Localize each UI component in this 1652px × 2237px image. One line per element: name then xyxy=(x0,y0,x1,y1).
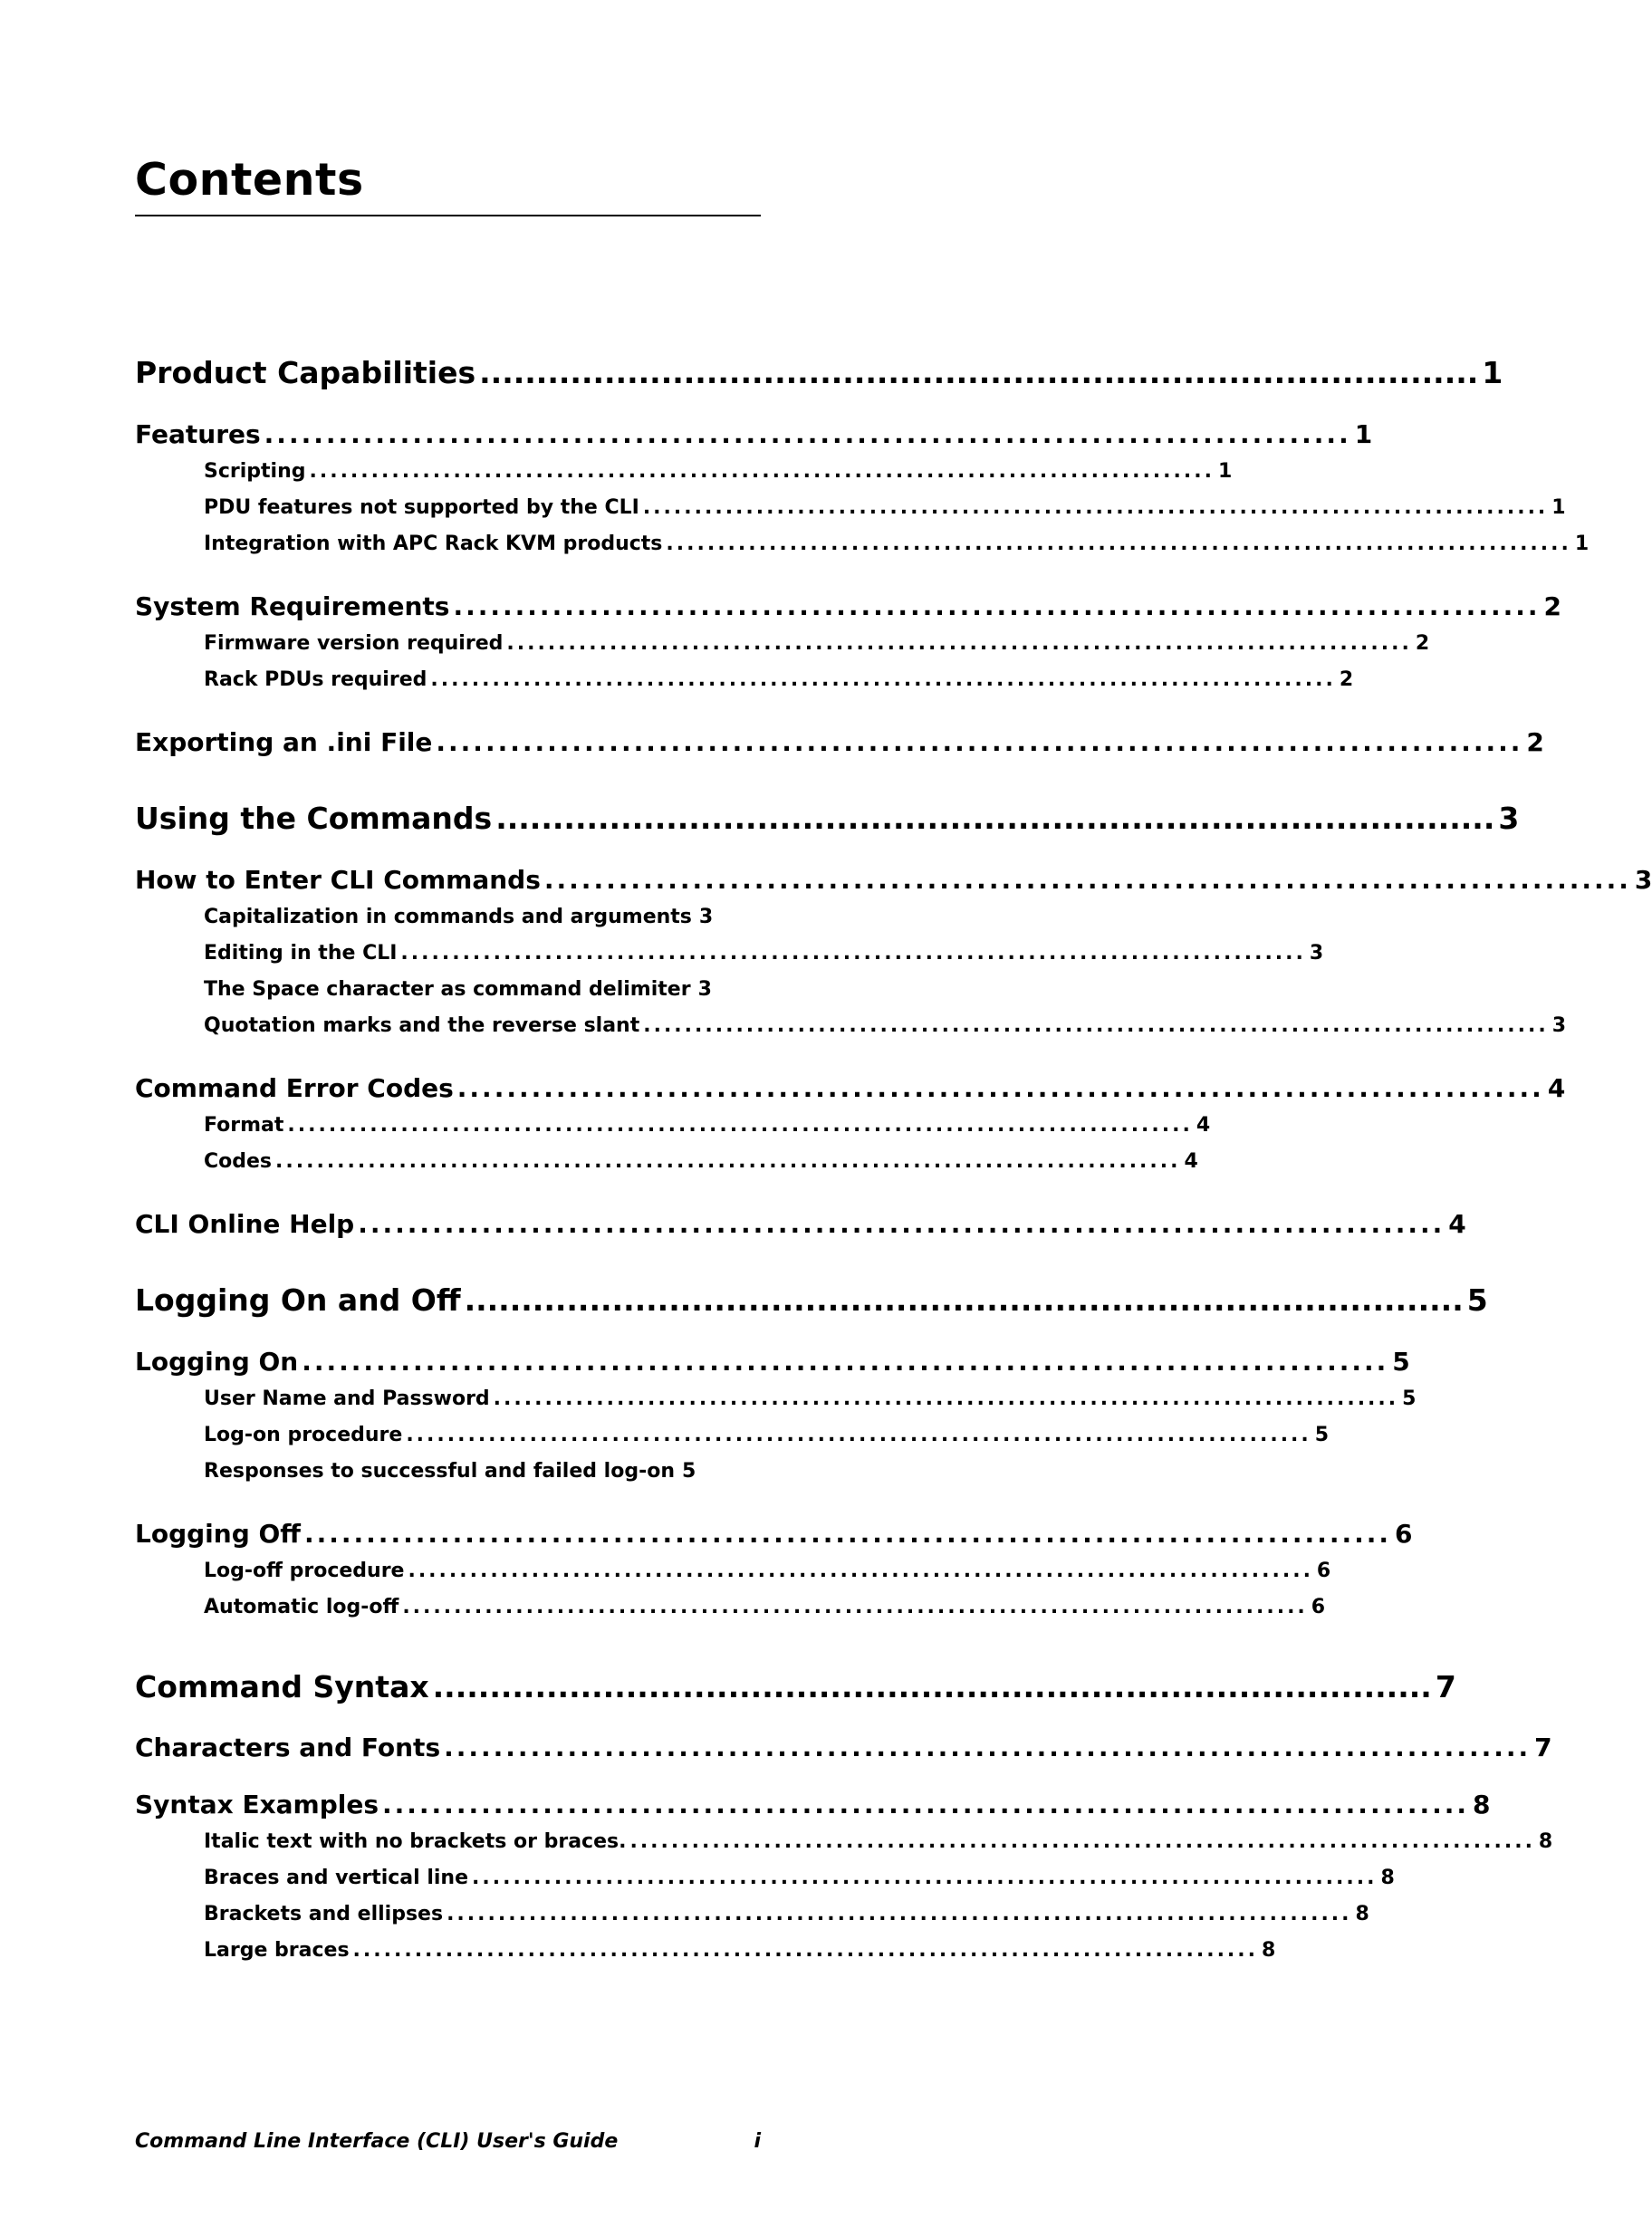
dot-leader: ........................................................................................ xyxy=(309,460,1215,483)
dot-leader: ........................................................................................ xyxy=(456,1073,1544,1103)
dot-leader: ........................................................................................ xyxy=(479,355,1479,390)
toc-page-number: 5 xyxy=(1402,1387,1417,1410)
toc-label: The Space character as command delimiter xyxy=(204,978,691,1001)
toc-subsection-italic-text[interactable] xyxy=(204,1830,1553,1853)
toc-page-number: 7 xyxy=(1534,1733,1552,1762)
footer-page-number: i xyxy=(754,2130,761,2153)
toc-label: Brackets and ellipses xyxy=(204,1903,444,1925)
toc-page-number: 4 xyxy=(1547,1073,1566,1103)
toc-page-number: 1 xyxy=(1354,419,1373,449)
footer-title: Command Line Interface (CLI) User's Guide xyxy=(135,2130,619,2153)
toc-subsection-brackets-ellipses[interactable] xyxy=(204,1903,1369,1925)
dot-leader: ........................................................................................ xyxy=(642,496,1549,519)
toc-label: CLI Online Help xyxy=(135,1209,355,1239)
toc-page-number: 3 xyxy=(1551,1014,1566,1037)
toc-label: Using the Commands xyxy=(135,801,493,836)
toc-page-number: 1 xyxy=(1217,460,1233,483)
toc-subsection-automatic-log-off[interactable] xyxy=(204,1596,1326,1618)
toc-subsection-user-name-password[interactable] xyxy=(204,1387,1417,1410)
toc-label: Command Syntax xyxy=(135,1669,429,1704)
toc-page-number: 5 xyxy=(1314,1424,1330,1446)
toc-section-system-requirements[interactable] xyxy=(135,591,1561,621)
toc-page-number: 2 xyxy=(1415,632,1430,655)
dot-leader: ........................................................................................ xyxy=(430,668,1336,691)
toc-chapter-command-syntax[interactable] xyxy=(135,1669,1456,1704)
toc-page-number: 5 xyxy=(1466,1282,1488,1318)
dot-leader: ........................................................................................ xyxy=(444,1733,1532,1762)
toc-page-number: 6 xyxy=(1395,1519,1413,1549)
toc-subsection-editing[interactable] xyxy=(204,942,1324,965)
toc-page-number: 7 xyxy=(1435,1669,1456,1704)
toc-page-number: 3 xyxy=(697,978,712,1001)
toc-page-number: 5 xyxy=(681,1460,696,1483)
toc-label: Features xyxy=(135,419,261,449)
toc-label: Scripting xyxy=(204,460,306,483)
toc-section-exporting-ini[interactable] xyxy=(135,727,1544,757)
toc-subsection-rack-pdus[interactable] xyxy=(204,668,1354,691)
toc-page-number: 4 xyxy=(1184,1150,1198,1173)
toc-label: How to Enter CLI Commands xyxy=(135,865,541,895)
toc-section-characters-fonts[interactable] xyxy=(135,1733,1552,1762)
dot-leader: ........................................................................................ xyxy=(402,1596,1308,1618)
dot-leader: ........................................................................................ xyxy=(275,1150,1181,1173)
toc-section-syntax-examples[interactable] xyxy=(135,1790,1491,1819)
toc-page-number: 3 xyxy=(1634,865,1652,895)
toc-subsection-log-on-procedure[interactable] xyxy=(204,1424,1330,1446)
toc-label: Logging Off xyxy=(135,1519,301,1549)
toc-subsection-firmware-version[interactable] xyxy=(204,632,1430,655)
dot-leader: ........................................................................................ xyxy=(408,1560,1313,1582)
dot-leader: ........................................................................................ xyxy=(629,1830,1535,1853)
toc-page-number: 3 xyxy=(698,906,714,928)
title-rule xyxy=(135,215,761,216)
dot-leader: ........................................................................................ xyxy=(506,632,1412,655)
toc-label: Codes xyxy=(204,1150,273,1173)
dot-leader: ........................................................................................ xyxy=(472,1867,1378,1889)
dot-leader: ........................................................................................ xyxy=(666,533,1571,555)
dot-leader: ........................................................................................ xyxy=(352,1939,1258,1962)
toc-page-number: 8 xyxy=(1538,1830,1553,1853)
toc-subsection-codes[interactable] xyxy=(204,1150,1198,1173)
toc-chapter-product-capabilities[interactable] xyxy=(135,355,1503,390)
dot-leader: ........................................................................................ xyxy=(302,1347,1389,1377)
toc-page-number: 1 xyxy=(1574,533,1590,555)
toc-subsection-log-off-procedure[interactable] xyxy=(204,1560,1331,1582)
toc-page-number: 1 xyxy=(1482,355,1503,390)
toc-label: User Name and Password xyxy=(204,1387,490,1410)
toc-page-number: 2 xyxy=(1526,727,1544,757)
toc-label: Editing in the CLI xyxy=(204,942,398,965)
toc-page-number: 6 xyxy=(1311,1596,1326,1618)
dot-leader: ........................................................................................ xyxy=(493,1387,1399,1410)
toc-section-features[interactable] xyxy=(135,419,1373,449)
toc-label: System Requirements xyxy=(135,591,450,621)
toc-subsection-integration[interactable] xyxy=(204,533,1590,555)
toc-subsection-format[interactable] xyxy=(204,1114,1211,1137)
toc-label: Large braces xyxy=(204,1939,350,1962)
toc-page-number: 2 xyxy=(1543,591,1561,621)
toc-subsection-quotation-marks[interactable] xyxy=(204,1014,1566,1037)
dot-leader: ........................................................................................ xyxy=(643,1014,1549,1037)
dot-leader: ........................................................................................ xyxy=(436,727,1523,757)
toc-label: Product Capabilities xyxy=(135,355,476,390)
dot-leader: ........................................................................................ xyxy=(287,1114,1193,1137)
toc-chapter-using-commands[interactable] xyxy=(135,801,1520,836)
dot-leader: ........................................................................................ xyxy=(453,591,1541,621)
dot-leader: ........................................................................................ xyxy=(303,1519,1392,1549)
toc-label: Quotation marks and the reverse slant xyxy=(204,1014,640,1037)
toc-page-number: 5 xyxy=(1392,1347,1410,1377)
toc-label: Firmware version required xyxy=(204,632,504,655)
toc-label: Syntax Examples xyxy=(135,1790,379,1819)
toc-label: Braces and vertical line xyxy=(204,1867,469,1889)
toc-subsection-scripting[interactable] xyxy=(204,460,1233,483)
dot-leader: ........................................................................................ xyxy=(432,1669,1432,1704)
toc-label: Italic text with no brackets or braces. xyxy=(204,1830,627,1853)
dot-leader: ........................................................................................ xyxy=(382,1790,1470,1819)
toc-label: Exporting an .ini File xyxy=(135,727,433,757)
toc-label: Integration with APC Rack KVM products xyxy=(204,533,663,555)
dot-leader: ........................................................................................ xyxy=(264,419,1351,449)
dot-leader: ........................................................................................ xyxy=(464,1282,1464,1318)
dot-leader: ........................................................................................ xyxy=(400,942,1306,965)
dot-leader: ........................................................................................ xyxy=(447,1903,1352,1925)
toc-page-number: 8 xyxy=(1380,1867,1395,1889)
toc-page-number: 6 xyxy=(1316,1560,1331,1582)
toc-page-number: 1 xyxy=(1551,496,1566,519)
toc-chapter-logging-on-off[interactable] xyxy=(135,1282,1488,1318)
dot-leader: ........................................................................................ xyxy=(358,1209,1446,1239)
toc-subsection-space-character[interactable] xyxy=(204,978,712,1001)
toc-page-number: 8 xyxy=(1473,1790,1491,1819)
toc-section-logging-off[interactable] xyxy=(135,1519,1413,1549)
dot-leader: ........................................................................................ xyxy=(543,865,1631,895)
toc-subsection-large-braces[interactable] xyxy=(204,1939,1276,1962)
toc-label: Logging On xyxy=(135,1347,299,1377)
toc-label: Responses to successful and failed log-on xyxy=(204,1460,675,1483)
page-footer xyxy=(135,2130,761,2153)
toc-label: Log-on procedure xyxy=(204,1424,403,1446)
toc-section-online-help[interactable] xyxy=(135,1209,1466,1239)
dot-leader: ........................................................................................ xyxy=(495,801,1495,836)
toc-subsection-braces-vertical[interactable] xyxy=(204,1867,1395,1889)
toc-label: Log-off procedure xyxy=(204,1560,405,1582)
toc-label: Format xyxy=(204,1114,284,1137)
toc-label: Logging On and Off xyxy=(135,1282,461,1318)
toc-subsection-responses[interactable] xyxy=(204,1460,696,1483)
toc-page-number: 8 xyxy=(1262,1939,1276,1962)
toc-label: PDU features not supported by the CLI xyxy=(204,496,639,519)
toc-page-number: 3 xyxy=(1498,801,1520,836)
page-title: Contents xyxy=(135,154,364,206)
dot-leader: ........................................................................................ xyxy=(406,1424,1311,1446)
toc-section-how-to-enter[interactable] xyxy=(135,865,1652,895)
toc-subsection-capitalization[interactable] xyxy=(204,906,714,928)
toc-label: Characters and Fonts xyxy=(135,1733,441,1762)
toc-page-number: 2 xyxy=(1339,668,1354,691)
toc-subsection-pdu-features[interactable] xyxy=(204,496,1566,519)
toc-label: Rack PDUs required xyxy=(204,668,427,691)
toc-page-number: 4 xyxy=(1448,1209,1466,1239)
toc-page-number: 8 xyxy=(1355,1903,1369,1925)
toc-page-number: 4 xyxy=(1196,1114,1211,1137)
toc-label: Automatic log-off xyxy=(204,1596,399,1618)
toc-label: Capitalization in commands and arguments xyxy=(204,906,692,928)
toc-page-number: 3 xyxy=(1309,942,1324,965)
toc-section-logging-on[interactable] xyxy=(135,1347,1410,1377)
toc-label: Command Error Codes xyxy=(135,1073,454,1103)
toc-section-command-error-codes[interactable] xyxy=(135,1073,1566,1103)
